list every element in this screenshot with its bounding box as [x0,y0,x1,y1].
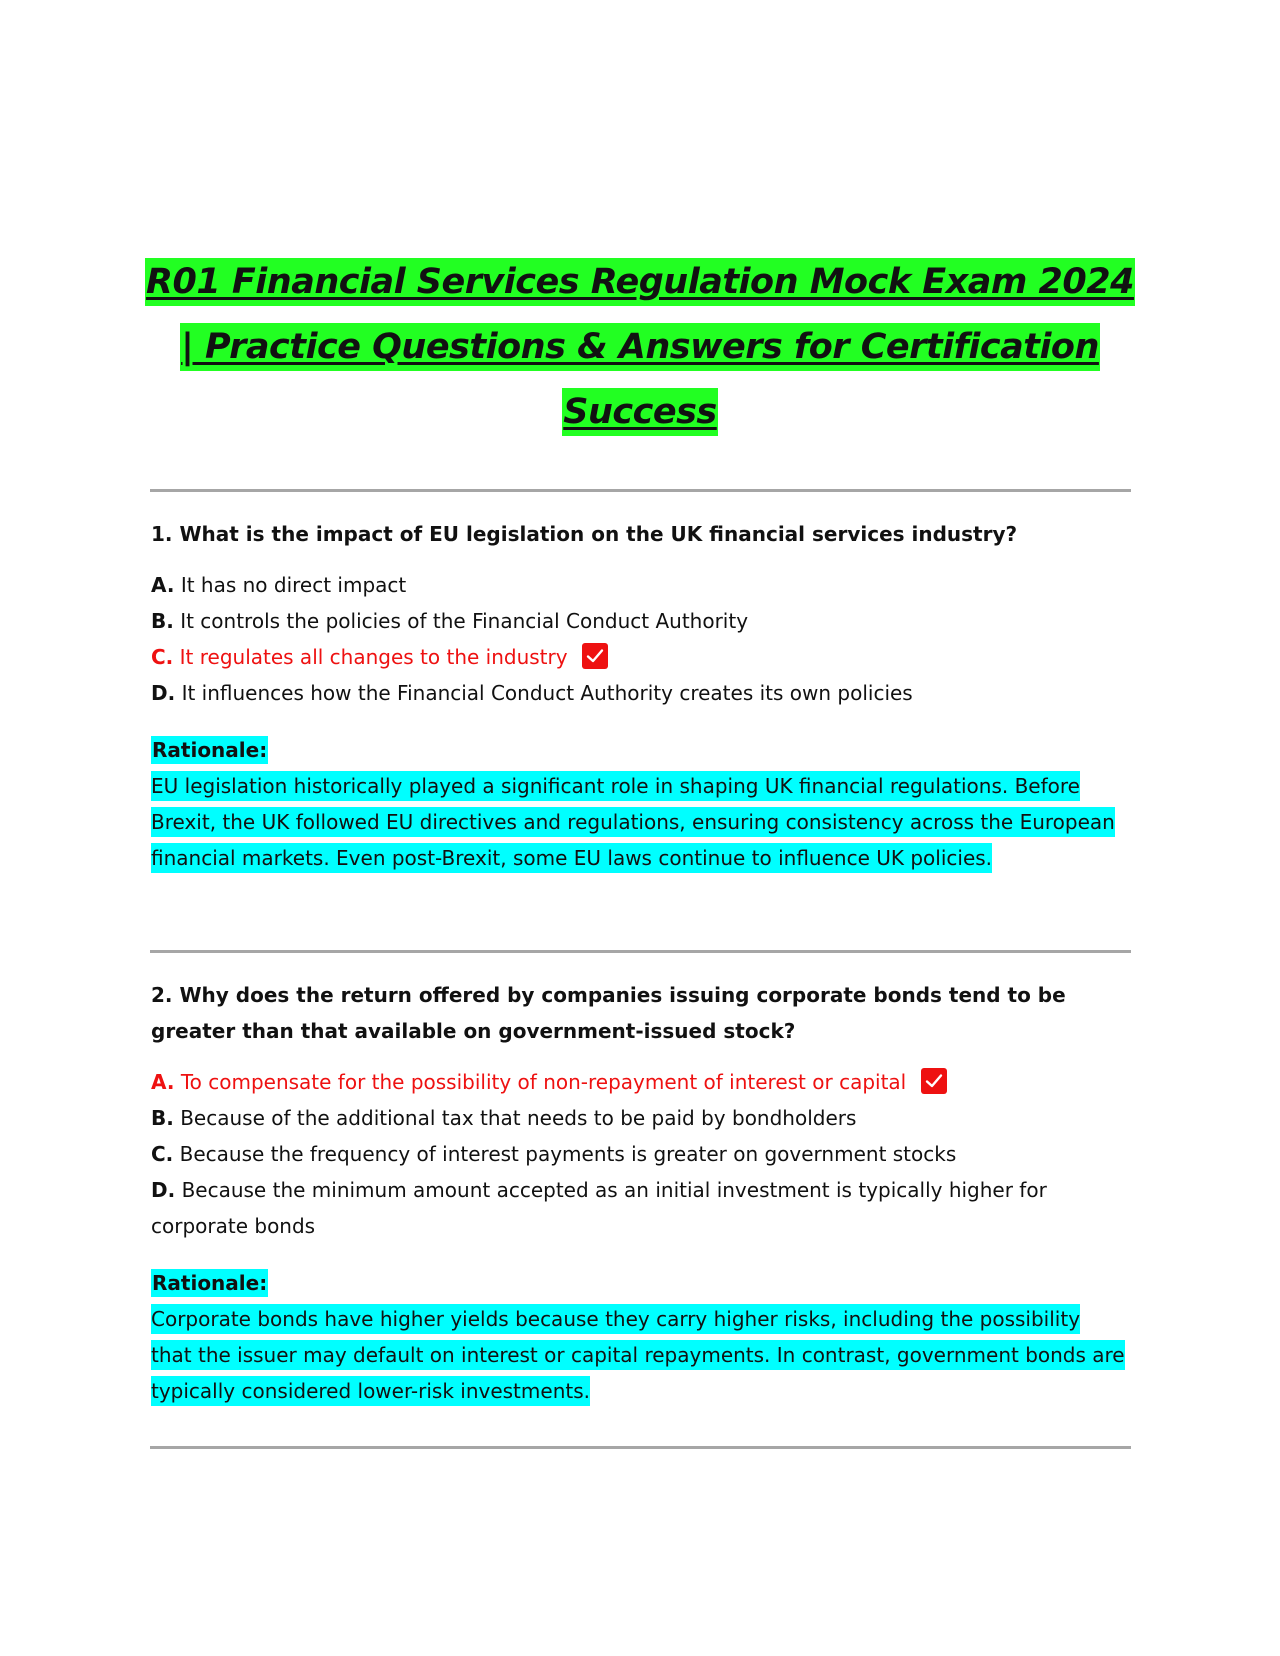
question-2-options [151,1064,1131,1244]
option-text: It has no direct impact [180,573,407,597]
option-letter: A. [151,1070,175,1094]
check-mark-icon [921,1068,947,1094]
question-2-prompt: 2. Why does the return offered by companies issuing corporate bonds tend to be greater than that available on government-issued stock? [151,983,1066,1043]
document-title [140,250,1140,445]
question-2-option-c [151,1136,1131,1172]
option-letter: C. [151,645,174,669]
option-text: It controls the policies of the Financial Conduct Authority [180,609,749,633]
rationale-text: EU legislation historically played a significant role in shaping UK financial regulations. Before Brexit, the UK followed EU directives and regulations, ensuring consistency across the European financial markets. Even post-Brexit, some EU laws continue to influence UK policies. [151,771,1115,873]
option-text: To compensate for the possibility of non-repayment of interest or capital [180,1070,907,1094]
section-divider [150,1446,1131,1449]
question-1-options [151,567,1131,711]
question-2-option-d [151,1172,1131,1244]
question-2-option-a-correct [151,1064,1131,1100]
option-letter: B. [151,1106,174,1130]
section-divider [150,950,1131,953]
option-text: Because of the additional tax that needs to be paid by bondholders [180,1106,857,1130]
rationale-label: Rationale: [152,738,268,762]
question-1-prompt: 1. What is the impact of EU legislation on the UK financial services industry? [151,522,1018,546]
section-divider [150,489,1131,492]
question-1-option-b [151,603,1131,639]
option-letter: C. [151,1142,174,1166]
option-text: Because the frequency of interest payments is greater on government stocks [179,1142,957,1166]
option-letter: D. [151,1178,176,1202]
option-letter: A. [151,573,175,597]
check-mark-icon [582,643,608,669]
document-title-text: R01 Financial Services Regulation Mock Exam 2024 | Practice Questions & Answers for Certification Success [145,258,1135,436]
question-2-option-b [151,1100,1131,1136]
question-1-rationale [151,732,1126,876]
option-letter: B. [151,609,174,633]
rationale-text: Corporate bonds have higher yields because they carry higher risks, including the possibility that the issuer may default on interest or capital repayments. In contrast, government bonds are typically considered lower-risk investments. [151,1304,1125,1406]
option-text: It regulates all changes to the industry [179,645,568,669]
option-letter: D. [151,681,176,705]
question-2-rationale [151,1265,1126,1409]
question-1-option-d [151,675,1131,711]
question-1-option-c-correct [151,639,1131,675]
option-text: Because the minimum amount accepted as an initial investment is typically higher for corporate bonds [151,1178,1047,1238]
question-1-option-a [151,567,1131,603]
rationale-label: Rationale: [152,1271,268,1295]
option-text: It influences how the Financial Conduct Authority creates its own policies [181,681,913,705]
